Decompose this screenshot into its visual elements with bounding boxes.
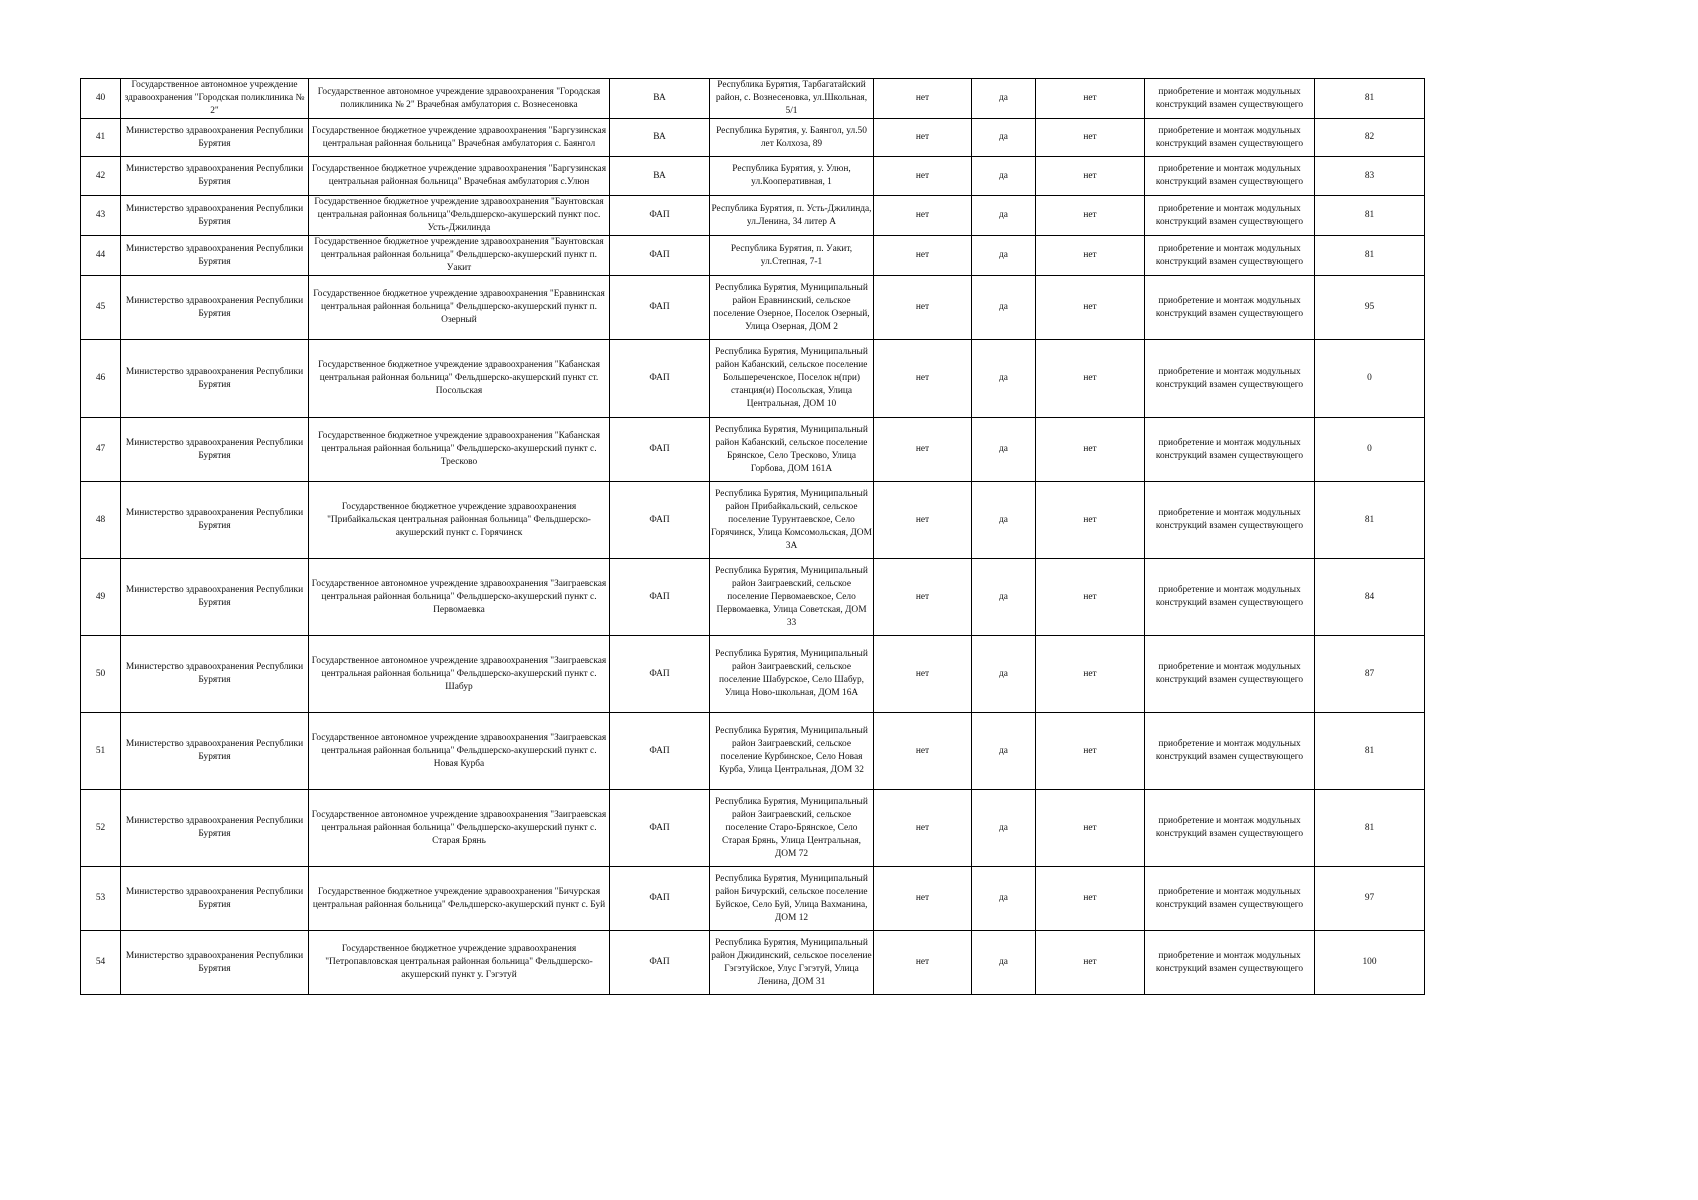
row-number: 53	[81, 867, 121, 931]
col8-cell: нет	[1036, 482, 1145, 559]
facility-cell: Государственное автономное учреждение здравоохранения "Заиграевская центральная районная больница" Фельдшерско-акушерский пункт с. Первомаевка	[309, 559, 610, 636]
row-number: 42	[81, 157, 121, 196]
row-number: 54	[81, 931, 121, 995]
type-cell: ФАП	[610, 418, 710, 482]
owner-cell: Министерство здравоохранения Республики Бурятия	[121, 196, 309, 236]
type-cell: ФАП	[610, 196, 710, 236]
col8-cell: нет	[1036, 931, 1145, 995]
owner-cell: Министерство здравоохранения Республики Бурятия	[121, 931, 309, 995]
address-cell: Республика Бурятия, Муниципальный район Заиграевский, сельское поселение Шабурское, Село Шабур, Улица Ново-школьная, ДОМ 16А	[710, 636, 874, 713]
type-cell: ВА	[610, 79, 710, 119]
owner-cell: Министерство здравоохранения Республики Бурятия	[121, 340, 309, 418]
table-row	[81, 931, 1425, 995]
facility-cell: Государственное автономное учреждение здравоохранения "Заиграевская центральная районная больница" Фельдшерско-акушерский пункт с. Новая Курба	[309, 713, 610, 790]
action-cell: приобретение и монтаж модульных конструкций взамен существующего	[1145, 79, 1315, 119]
address-cell: Республика Бурятия, Муниципальный район Кабанский, сельское поселение Брянское, Село Тресково, Улица Горбова, ДОМ 161А	[710, 418, 874, 482]
facility-cell: Государственное автономное учреждение здравоохранения "Городская поликлиника № 2" Врачебная амбулатория с. Вознесеновка	[309, 79, 610, 119]
facility-cell: Государственное автономное учреждение здравоохранения "Заиграевская центральная районная больница" Фельдшерско-акушерский пункт с. Старая Брянь	[309, 790, 610, 867]
table-row	[81, 196, 1425, 236]
type-cell: ФАП	[610, 790, 710, 867]
table-row	[81, 867, 1425, 931]
table-body	[81, 79, 1425, 995]
col6-cell: нет	[874, 636, 972, 713]
col8-cell: нет	[1036, 559, 1145, 636]
col7-cell: да	[972, 236, 1036, 276]
row-number: 48	[81, 482, 121, 559]
col8-cell: нет	[1036, 236, 1145, 276]
action-cell: приобретение и монтаж модульных конструкций взамен существующего	[1145, 119, 1315, 157]
col8-cell: нет	[1036, 157, 1145, 196]
action-cell: приобретение и монтаж модульных конструкций взамен существующего	[1145, 276, 1315, 340]
type-cell: ФАП	[610, 931, 710, 995]
facility-cell: Государственное бюджетное учреждение здравоохранения "Баунтовская центральная районная больница" Фельдшерско-акушерский пункт п. Уакит	[309, 236, 610, 276]
col6-cell: нет	[874, 559, 972, 636]
table-row	[81, 559, 1425, 636]
value-cell: 82	[1315, 119, 1425, 157]
table-row	[81, 236, 1425, 276]
table-row	[81, 119, 1425, 157]
col6-cell: нет	[874, 482, 972, 559]
address-cell: Республика Бурятия, Тарбагатайский район, с. Вознесеновка, ул.Школьная, 5/1	[710, 79, 874, 119]
table-row	[81, 79, 1425, 119]
type-cell: ФАП	[610, 340, 710, 418]
address-cell: Республика Бурятия, Муниципальный район Заиграевский, сельское поселение Курбинское, Село Новая Курба, Улица Центральная, ДОМ 32	[710, 713, 874, 790]
owner-cell: Министерство здравоохранения Республики Бурятия	[121, 713, 309, 790]
address-cell: Республика Бурятия, у. Баянгол, ул.50 лет Колхоза, 89	[710, 119, 874, 157]
table-row	[81, 418, 1425, 482]
table-row	[81, 790, 1425, 867]
owner-cell: Министерство здравоохранения Республики Бурятия	[121, 157, 309, 196]
col7-cell: да	[972, 790, 1036, 867]
row-number: 51	[81, 713, 121, 790]
value-cell: 97	[1315, 867, 1425, 931]
address-cell: Республика Бурятия, Муниципальный район Бичурский, сельское поселение Буйское, Село Буй, Улица Вахманина, ДОМ 12	[710, 867, 874, 931]
col8-cell: нет	[1036, 196, 1145, 236]
action-cell: приобретение и монтаж модульных конструкций взамен существующего	[1145, 867, 1315, 931]
row-number: 40	[81, 79, 121, 119]
value-cell: 100	[1315, 931, 1425, 995]
facilities-table	[80, 78, 1425, 995]
type-cell: ФАП	[610, 713, 710, 790]
row-number: 52	[81, 790, 121, 867]
address-cell: Республика Бурятия, Муниципальный район Заиграевский, сельское поселение Первомаевское, Село Первомаевка, Улица Советская, ДОМ 33	[710, 559, 874, 636]
owner-cell: Министерство здравоохранения Республики Бурятия	[121, 636, 309, 713]
table-row	[81, 157, 1425, 196]
col7-cell: да	[972, 559, 1036, 636]
row-number: 44	[81, 236, 121, 276]
value-cell: 81	[1315, 482, 1425, 559]
table-row	[81, 713, 1425, 790]
value-cell: 95	[1315, 276, 1425, 340]
col7-cell: да	[972, 196, 1036, 236]
row-number: 41	[81, 119, 121, 157]
address-cell: Республика Бурятия, у. Улюн, ул.Кооперативная, 1	[710, 157, 874, 196]
col6-cell: нет	[874, 418, 972, 482]
owner-cell: Министерство здравоохранения Республики Бурятия	[121, 418, 309, 482]
col8-cell: нет	[1036, 276, 1145, 340]
col6-cell: нет	[874, 713, 972, 790]
row-number: 46	[81, 340, 121, 418]
row-number: 43	[81, 196, 121, 236]
address-cell: Республика Бурятия, Муниципальный район Джидинский, сельское поселение Гэгэтуйское, Улус Гэгэтуй, Улица Ленина, ДОМ 31	[710, 931, 874, 995]
col6-cell: нет	[874, 340, 972, 418]
col8-cell: нет	[1036, 119, 1145, 157]
owner-cell: Государственное автономное учреждение здравоохранения "Городская поликлиника № 2"	[121, 79, 309, 119]
col7-cell: да	[972, 482, 1036, 559]
value-cell: 81	[1315, 713, 1425, 790]
facility-cell: Государственное бюджетное учреждение здравоохранения "Баунтовская центральная районная больница"Фельдшерско-акушерский пункт пос. Усть-Джилинда	[309, 196, 610, 236]
owner-cell: Министерство здравоохранения Республики Бурятия	[121, 482, 309, 559]
value-cell: 87	[1315, 636, 1425, 713]
facility-cell: Государственное бюджетное учреждение здравоохранения "Кабанская центральная районная больница" Фельдшерско-акушерский пункт с. Тресково	[309, 418, 610, 482]
value-cell: 0	[1315, 340, 1425, 418]
col7-cell: да	[972, 713, 1036, 790]
facility-cell: Государственное бюджетное учреждение здравоохранения "Баргузинская центральная районная больница" Врачебная амбулатория с. Баянгол	[309, 119, 610, 157]
col8-cell: нет	[1036, 340, 1145, 418]
type-cell: ФАП	[610, 867, 710, 931]
col7-cell: да	[972, 157, 1036, 196]
col8-cell: нет	[1036, 790, 1145, 867]
address-cell: Республика Бурятия, Муниципальный район Заиграевский, сельское поселение Старо-Брянское, Село Старая Брянь, Улица Центральная, ДОМ 72	[710, 790, 874, 867]
owner-cell: Министерство здравоохранения Республики Бурятия	[121, 790, 309, 867]
address-cell: Республика Бурятия, Муниципальный район Кабанский, сельское поселение Большереченское, Поселок н(при) станция(и) Посольская, Улица Центральная, ДОМ 10	[710, 340, 874, 418]
address-cell: Республика Бурятия, п. Уакит, ул.Степная, 7-1	[710, 236, 874, 276]
col6-cell: нет	[874, 119, 972, 157]
table-row	[81, 340, 1425, 418]
col8-cell: нет	[1036, 636, 1145, 713]
col7-cell: да	[972, 418, 1036, 482]
table-row	[81, 276, 1425, 340]
table-row	[81, 636, 1425, 713]
col8-cell: нет	[1036, 867, 1145, 931]
action-cell: приобретение и монтаж модульных конструкций взамен существующего	[1145, 559, 1315, 636]
col6-cell: нет	[874, 79, 972, 119]
facility-cell: Государственное бюджетное учреждение здравоохранения "Баргузинская центральная районная больница" Врачебная амбулатория с.Улюн	[309, 157, 610, 196]
value-cell: 81	[1315, 790, 1425, 867]
address-cell: Республика Бурятия, Муниципальный район Еравнинский, сельское поселение Озерное, Поселок Озерный, Улица Озерная, ДОМ 2	[710, 276, 874, 340]
type-cell: ФАП	[610, 482, 710, 559]
table-row	[81, 482, 1425, 559]
owner-cell: Министерство здравоохранения Республики Бурятия	[121, 867, 309, 931]
col6-cell: нет	[874, 196, 972, 236]
action-cell: приобретение и монтаж модульных конструкций взамен существующего	[1145, 482, 1315, 559]
row-number: 45	[81, 276, 121, 340]
col7-cell: да	[972, 931, 1036, 995]
col8-cell: нет	[1036, 418, 1145, 482]
type-cell: ФАП	[610, 276, 710, 340]
owner-cell: Министерство здравоохранения Республики Бурятия	[121, 276, 309, 340]
facility-cell: Государственное бюджетное учреждение здравоохранения "Еравнинская центральная районная больница" Фельдшерско-акушерский пункт п. Озерный	[309, 276, 610, 340]
facility-cell: Государственное автономное учреждение здравоохранения "Заиграевская центральная районная больница" Фельдшерско-акушерский пункт с. Шабур	[309, 636, 610, 713]
type-cell: ВА	[610, 157, 710, 196]
col8-cell: нет	[1036, 79, 1145, 119]
action-cell: приобретение и монтаж модульных конструкций взамен существующего	[1145, 196, 1315, 236]
col8-cell: нет	[1036, 713, 1145, 790]
col6-cell: нет	[874, 157, 972, 196]
action-cell: приобретение и монтаж модульных конструкций взамен существующего	[1145, 236, 1315, 276]
owner-cell: Министерство здравоохранения Республики Бурятия	[121, 119, 309, 157]
owner-cell: Министерство здравоохранения Республики Бурятия	[121, 559, 309, 636]
col7-cell: да	[972, 79, 1036, 119]
action-cell: приобретение и монтаж модульных конструкций взамен существующего	[1145, 713, 1315, 790]
row-number: 47	[81, 418, 121, 482]
type-cell: ВА	[610, 119, 710, 157]
address-cell: Республика Бурятия, Муниципальный район Прибайкальский, сельское поселение Турунтаевское, Село Горячинск, Улица Комсомольская, ДОМ 3А	[710, 482, 874, 559]
value-cell: 83	[1315, 157, 1425, 196]
address-cell: Республика Бурятия, п. Усть-Джилинда, ул.Ленина, 34 литер А	[710, 196, 874, 236]
value-cell: 81	[1315, 196, 1425, 236]
action-cell: приобретение и монтаж модульных конструкций взамен существующего	[1145, 418, 1315, 482]
type-cell: ФАП	[610, 559, 710, 636]
col6-cell: нет	[874, 790, 972, 867]
col6-cell: нет	[874, 276, 972, 340]
col6-cell: нет	[874, 931, 972, 995]
col7-cell: да	[972, 119, 1036, 157]
value-cell: 81	[1315, 236, 1425, 276]
col7-cell: да	[972, 867, 1036, 931]
action-cell: приобретение и монтаж модульных конструкций взамен существующего	[1145, 340, 1315, 418]
col6-cell: нет	[874, 236, 972, 276]
action-cell: приобретение и монтаж модульных конструкций взамен существующего	[1145, 157, 1315, 196]
owner-cell: Министерство здравоохранения Республики Бурятия	[121, 236, 309, 276]
col7-cell: да	[972, 276, 1036, 340]
facility-cell: Государственное бюджетное учреждение здравоохранения "Петропавловская центральная районная больница" Фельдшерско-акушерский пункт у. Гэгэтуй	[309, 931, 610, 995]
col7-cell: да	[972, 636, 1036, 713]
action-cell: приобретение и монтаж модульных конструкций взамен существующего	[1145, 931, 1315, 995]
type-cell: ФАП	[610, 236, 710, 276]
action-cell: приобретение и монтаж модульных конструкций взамен существующего	[1145, 790, 1315, 867]
value-cell: 81	[1315, 79, 1425, 119]
row-number: 49	[81, 559, 121, 636]
value-cell: 0	[1315, 418, 1425, 482]
col7-cell: да	[972, 340, 1036, 418]
value-cell: 84	[1315, 559, 1425, 636]
type-cell: ФАП	[610, 636, 710, 713]
row-number: 50	[81, 636, 121, 713]
facility-cell: Государственное бюджетное учреждение здравоохранения "Кабанская центральная районная больница" Фельдшерско-акушерский пункт ст. Посольская	[309, 340, 610, 418]
action-cell: приобретение и монтаж модульных конструкций взамен существующего	[1145, 636, 1315, 713]
facility-cell: Государственное бюджетное учреждение здравоохранения "Прибайкальская центральная районная больница" Фельдшерско-акушерский пункт с. Горячинск	[309, 482, 610, 559]
facility-cell: Государственное бюджетное учреждение здравоохранения "Бичурская центральная районная больница" Фельдшерско-акушерский пункт с. Буй	[309, 867, 610, 931]
col6-cell: нет	[874, 867, 972, 931]
